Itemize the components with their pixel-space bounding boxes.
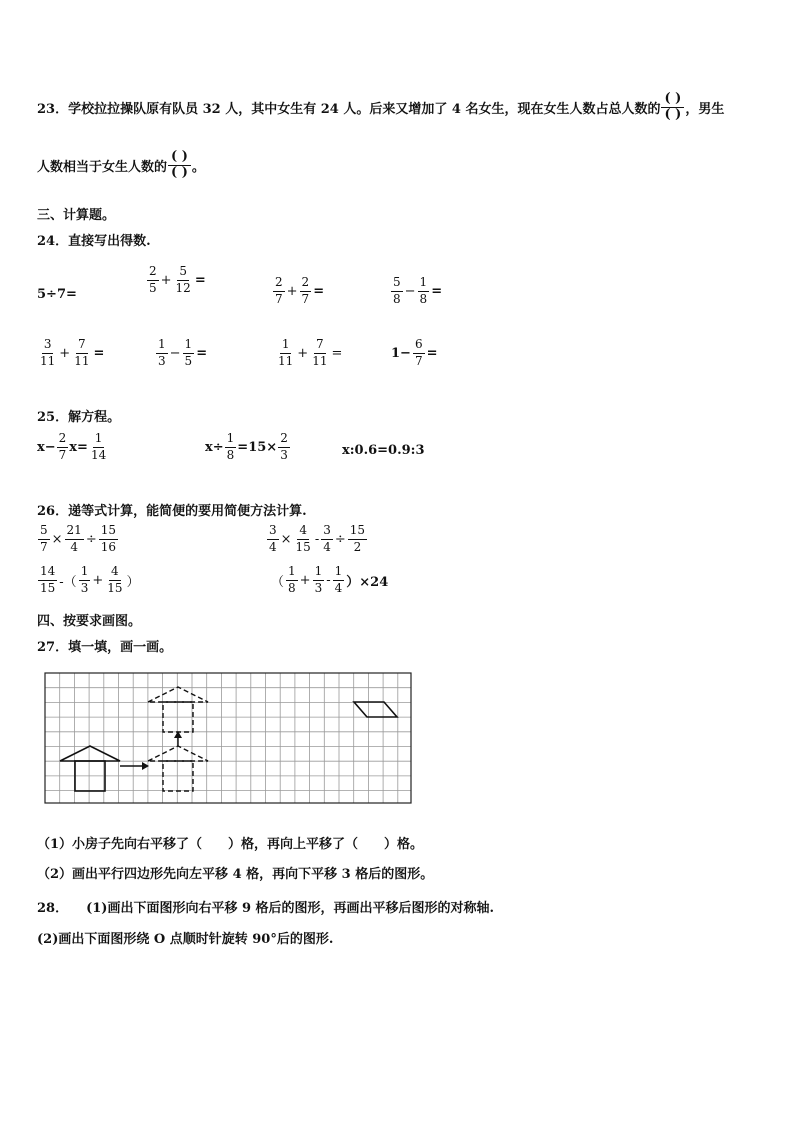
q26-expr4: （ $\frac{1}{8}$ + $\frac{1}{3}$ - $\frac{1}{4}$ ）×24: [271, 564, 389, 595]
q24-r1c3: $\frac{2}{7}$ + $\frac{2}{7}$ =: [275, 275, 325, 306]
q23-line2: [37, 150, 205, 181]
q24-r1c1: 5÷7=: [37, 287, 77, 302]
q28-number: 28．: [37, 901, 69, 916]
q25-title: 25．解方程。: [37, 410, 121, 425]
q23-text2: ，男生: [685, 101, 725, 117]
q28-part1: (1)画出下面图形向右平移 9 格后的图形，再画出平移后图形的对称轴.: [86, 901, 495, 916]
q23-text1: 23．学校拉拉操队原有队员 32 人，其中女生有 24 人。后来又增加了 4 名女生，现在女生人数占总人数的: [37, 101, 661, 117]
q25-eq2: x÷ $\frac{1}{8}$ =15× $\frac{2}{3}$: [205, 431, 288, 462]
dashed-house-upper-roof: [148, 687, 208, 702]
parallelogram-shape: [354, 702, 397, 717]
q27-grid-figure[interactable]: [44, 672, 414, 806]
q23-blank-fraction-1[interactable]: $\frac{( )}{( )}$: [661, 92, 684, 123]
q23-line1: [37, 92, 724, 123]
q28-part2: (2)画出下面图形绕 O 点顺时针旋转 90°后的图形.: [37, 932, 334, 947]
q26-expr1: $\frac{5}{7}$ × $\frac{21}{4}$ ÷ $\frac{15}{16}$: [40, 523, 117, 554]
q24-r1c4: $\frac{5}{8}$ − $\frac{1}{8}$ =: [393, 275, 443, 306]
q25-eq1: x− $\frac{2}{7}$ x= $\frac{1}{14}$: [37, 431, 107, 462]
q24-r2c2: $\frac{1}{3}$ − $\frac{1}{5}$ =: [158, 337, 208, 368]
q24-title: 24．直接写出得数.: [37, 234, 151, 249]
q23-text4: 。: [191, 159, 205, 175]
q28-line1: [37, 897, 494, 916]
q23-blank-fraction-2[interactable]: $\frac{( )}{( )}$: [168, 150, 191, 181]
q27-sub1: （1）小房子先向右平移了（ ）格，再向上平移了（ ）格。: [37, 837, 424, 852]
q24-r2c4: 1− $\frac{6}{7}$ =: [391, 337, 438, 368]
q25-eq3: x:0.6=0.9:3: [342, 443, 425, 458]
q24-r1c2: $\frac{2}{5}$ + $\frac{5}{12}$ =: [149, 264, 206, 295]
q26-title: 26．递等式计算，能简便的要用简便方法计算.: [37, 504, 307, 519]
section-4-heading: 四、按要求画图。: [37, 614, 142, 629]
q27-sub2: （2）画出平行四边形先向左平移 4 格，再向下平移 3 格后的图形。: [37, 867, 434, 882]
dashed-house-lower-roof: [148, 746, 208, 761]
q24-r2c3: $\frac{1}{11}$ + $\frac{7}{11}$ =: [278, 337, 343, 368]
section-3-heading: 三、计算题。: [37, 208, 116, 223]
grid-border: [45, 673, 411, 803]
q26-expr2: $\frac{3}{4}$ × $\frac{4}{15}$ - $\frac{3}{4}$ ÷ $\frac{15}{2}$: [269, 523, 366, 554]
q23-text3: 人数相当于女生人数的: [37, 159, 168, 175]
solid-house-roof: [60, 746, 120, 761]
q24-r2c1: $\frac{3}{11}$ + $\frac{7}{11}$ =: [40, 337, 105, 368]
q26-expr3: $\frac{14}{15}$ -（ $\frac{1}{3}$ + $\frac{4}{15}$ ）: [40, 564, 140, 595]
q27-title: 27．填一填，画一画。: [37, 640, 173, 655]
